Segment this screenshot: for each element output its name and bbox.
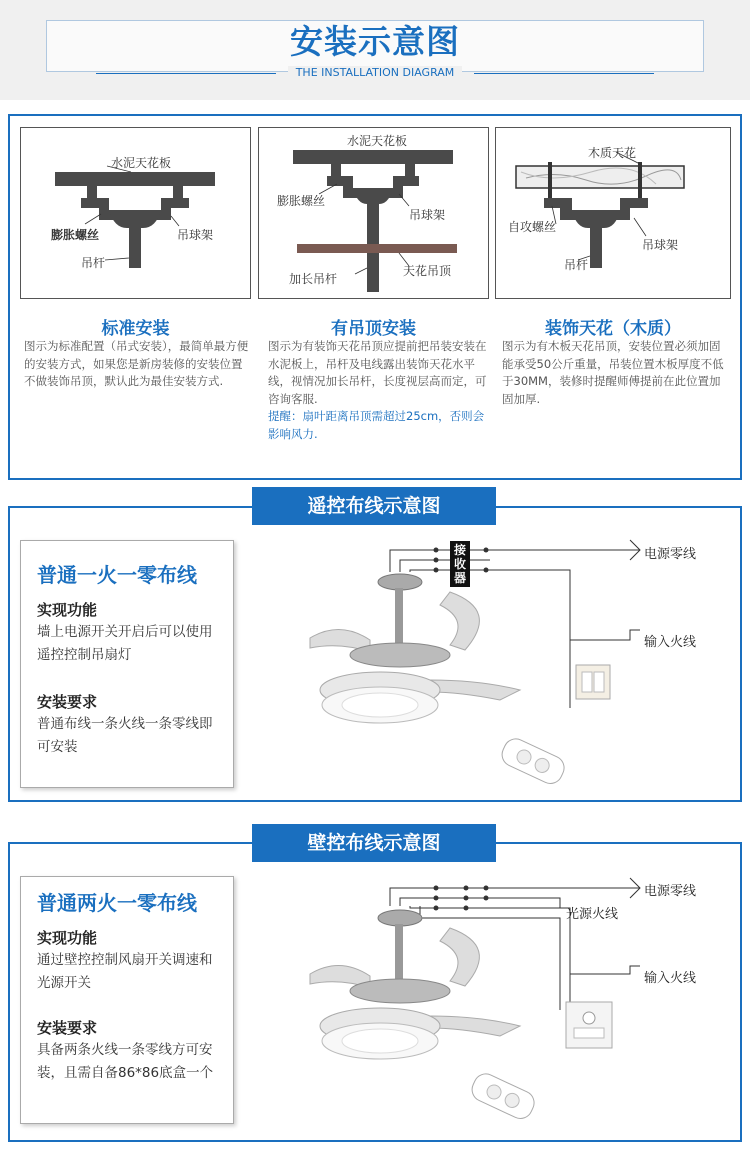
wire-label-light-live: 光源火线 (566, 907, 619, 922)
label-ball-bracket: 吊球架 (409, 208, 446, 222)
wall-func-heading: 实现功能 (37, 929, 98, 947)
label-wood-ceiling: 木质天花 (588, 146, 637, 160)
label-tapping-screw: 自攻螺丝 (508, 220, 557, 234)
ceiling-install-diagram (258, 127, 489, 299)
wire-label-live-input: 输入火线 (644, 971, 697, 986)
wall-wiring-ribbon: 壁控布线示意图 (252, 824, 496, 862)
ceiling-install-desc: 图示为有装饰天花吊顶应提前把吊装安装在水泥板上，吊杆及电线露出装饰天花水平线，视情况加长吊杆，长度视层高而定，可咨询客服. (268, 339, 487, 406)
wall-box-title: 普通两火一零布线 (37, 891, 197, 915)
label-ceiling: 水泥天花板 (347, 134, 408, 148)
remote-box-title: 普通一火一零布线 (37, 563, 197, 587)
wood-install-title: 装饰天花（木质） (545, 319, 681, 339)
receiver-tag: 接收器 (450, 541, 470, 587)
remote-req-text: 普通布线一条火线一条零线即可安装 (37, 716, 213, 755)
label-ball-bracket: 吊球架 (177, 228, 214, 242)
remote-wiring-ribbon: 遥控布线示意图 (252, 487, 496, 525)
label-extended-downrod: 加长吊杆 (289, 272, 338, 286)
remote-wiring-svg (240, 530, 740, 800)
standard-install-desc: 图示为标准配置（吊式安装），最简单最方便的安装方式，如果您是新房装修的安装位置不做装饰吊顶，默认此为最佳安装方式. (24, 339, 249, 388)
label-expansion-screw: 膨胀螺丝 (277, 194, 326, 208)
wall-req-text: 具备两条火线一条零线方可安装，且需自备86*86底盒一个 (37, 1042, 214, 1081)
standard-install-diagram (20, 127, 251, 299)
wall-req-heading: 安装要求 (37, 1019, 98, 1037)
label-downrod: 吊杆 (564, 258, 589, 272)
ceiling-install-warning: 提醒：扇叶距离吊顶需超过25cm，否则会影响风力. (268, 409, 485, 441)
label-expansion-screw: 膨胀螺丝 (51, 228, 100, 242)
label-downrod: 吊杆 (81, 256, 106, 270)
remote-info-box (20, 540, 234, 788)
wall-info-box (20, 876, 234, 1124)
ceiling-install-title: 有吊顶安装 (331, 319, 416, 339)
page-title: 安装示意图 (290, 22, 460, 61)
wire-label-neutral: 电源零线 (644, 547, 697, 562)
wall-func-text: 通过壁控控制风扇开关调速和光源开关 (37, 952, 213, 991)
page-subtitle: THE INSTALLATION DIAGRAM (0, 66, 750, 79)
wall-wiring-svg (240, 870, 740, 1140)
remote-func-text: 墙上电源开关开启后可以使用遥控控制吊扇灯 (37, 624, 213, 663)
standard-install-title: 标准安装 (101, 319, 170, 339)
label-suspended-ceiling: 天花吊顶 (403, 264, 452, 278)
remote-func-heading: 实现功能 (37, 601, 98, 619)
remote-req-heading: 安装要求 (37, 693, 98, 711)
wire-label-live-input: 输入火线 (644, 635, 697, 650)
label-ceiling: 水泥天花板 (111, 156, 172, 170)
wood-install-desc: 图示为有木板天花吊顶，安装位置必须加固能承受50公斤重量，吊装位置木板厚度不低于30MM，装修时提醒师傅提前在此位置加固加厚. (502, 339, 724, 406)
wire-label-neutral: 电源零线 (644, 884, 697, 899)
wood-install-diagram (495, 127, 731, 299)
label-ball-bracket: 吊球架 (642, 238, 679, 252)
